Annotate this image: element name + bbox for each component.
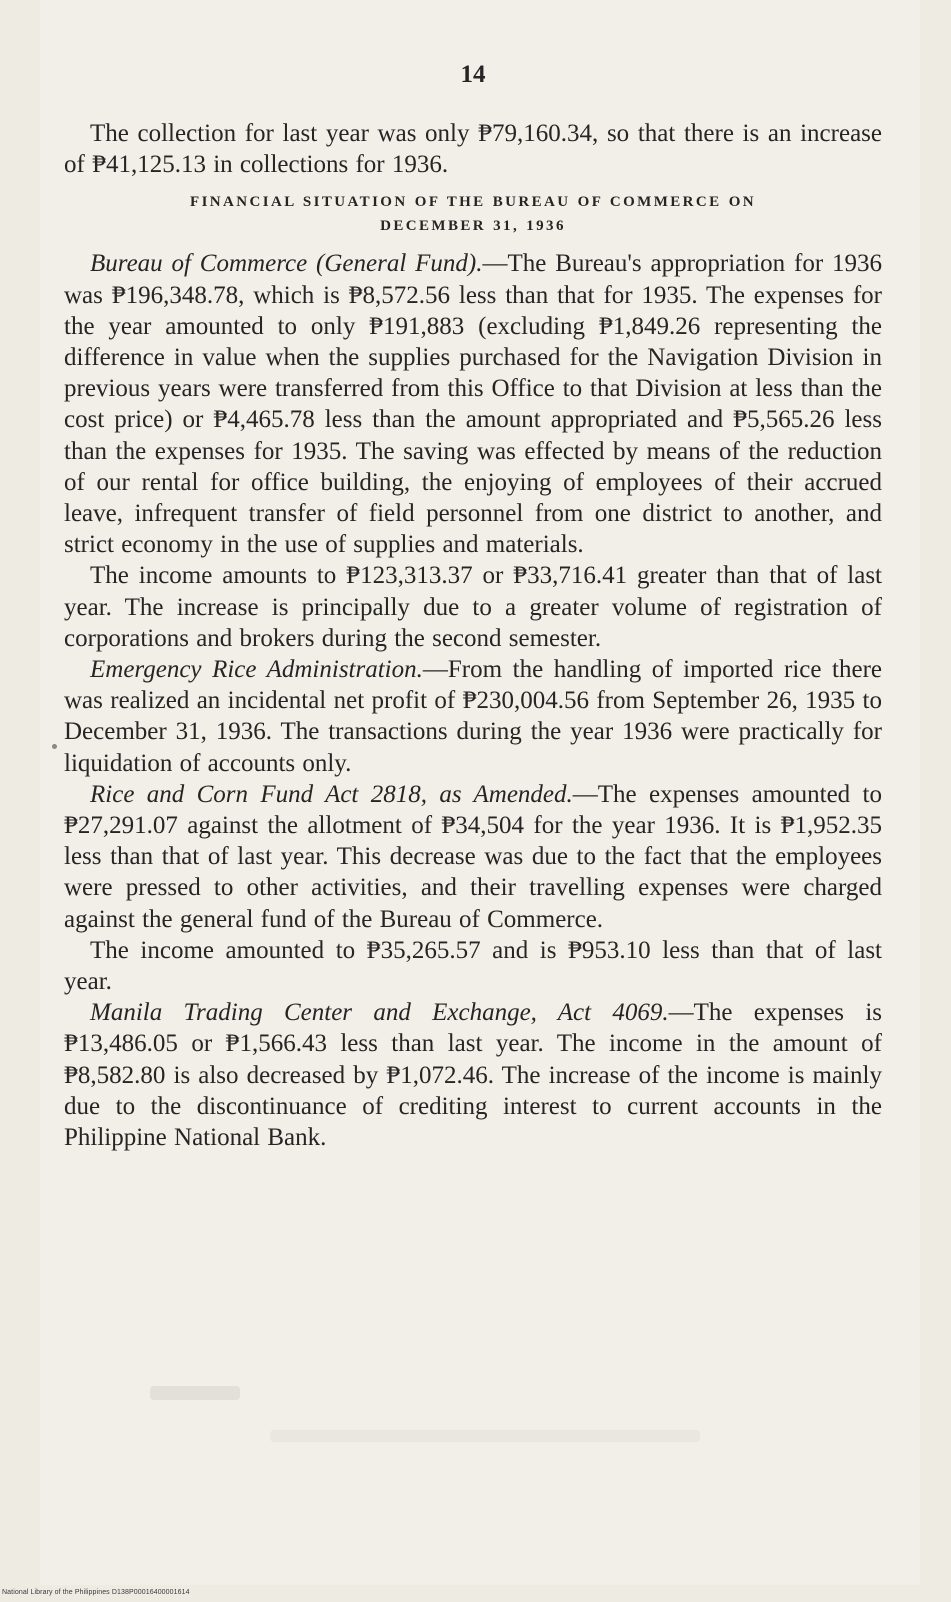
rice-admin-title: Emergency Rice Administration. [90, 656, 423, 684]
page-number: 14 [460, 61, 486, 88]
rice-corn-body: —The expenses amounted to ₱27,291.07 against the allotment of ₱34,504 for the year 1936. It is ₱1,952.35 less than that of last year. This decrease was due to the fact that the employees were pressed to other activities, and their travelling expenses were charged against the general fund of the Bureau of Commerce. [64, 780, 882, 933]
rice-corn-title: Rice and Corn Fund Act 2818, as Amended. [90, 780, 573, 808]
bureau-income-paragraph: The income amounts to ₱123,313.37 or ₱33,716.41 greater than that of last year. The increase is principally due to a greater volume of registration of corporations and brokers during the second semester. [64, 562, 882, 652]
intro-paragraph: The collection for last year was only ₱79,160.34, so that there is an increase of ₱41,125.13 in collections for 1936. [64, 120, 882, 179]
heading-line-1: FINANCIAL SITUATION OF THE BUREAU OF COMMERCE ON [190, 194, 756, 211]
bureau-paragraph [64, 248, 882, 560]
bureau-body: —The Bureau's appropriation for 1936 was ₱196,348.78, which is ₱8,572.56 less than that for 1935. The expenses for the year amounted to only ₱191,883 (excluding ₱1,849.26 representing the difference in value when the supplies purchased for the Navigation Division in previous years were transferred from this Office to that Division at less than the cost price) or ₱4,465.78 less than the amount appropriated and ₱5,565.26 less than the expenses for 1935. The saving was effected by means of the reduction of our rental for office building, the enjoying of employees of their accrued leave, infrequent transfer of field personnel from one district to another, and strict economy in the use of supplies and materials. [64, 250, 882, 559]
rice-admin-body: —From the handling of imported rice there was realized an incidental net profit of ₱230,004.56 from September 26, 1935 to December 31, 1936. The transactions during the year 1936 were practically for liquidation of accounts only. [64, 656, 883, 777]
rice-corn-paragraph [64, 779, 882, 935]
archive-footer: National Library of the Philippines D138P00016400001614 [2, 1589, 190, 1596]
manila-body: —The expenses is ₱13,486.05 or ₱1,566.43 less than last year. The income in the amount of ₱8,582.80 is also decreased by ₱1,072.46. The increase of the income is mainly due to the discontinuance of crediting interest to current accounts in the Philippine National Bank. [64, 999, 882, 1152]
faded-smudge-1 [150, 1386, 240, 1400]
faded-smudge-2 [270, 1430, 700, 1442]
section-heading [64, 190, 882, 238]
bureau-title: Bureau of Commerce (General Fund). [90, 250, 483, 278]
manila-paragraph [64, 997, 882, 1153]
manila-title: Manila Trading Center and Exchange, Act 4069. [90, 999, 669, 1027]
heading-line-2: DECEMBER 31, 1936 [380, 218, 566, 235]
rice-admin-paragraph [64, 654, 882, 779]
rice-corn-income-paragraph: The income amounted to ₱35,265.57 and is ₱953.10 less than that of last year. [64, 936, 882, 996]
margin-mark [52, 744, 57, 749]
document-body [64, 58, 882, 1153]
